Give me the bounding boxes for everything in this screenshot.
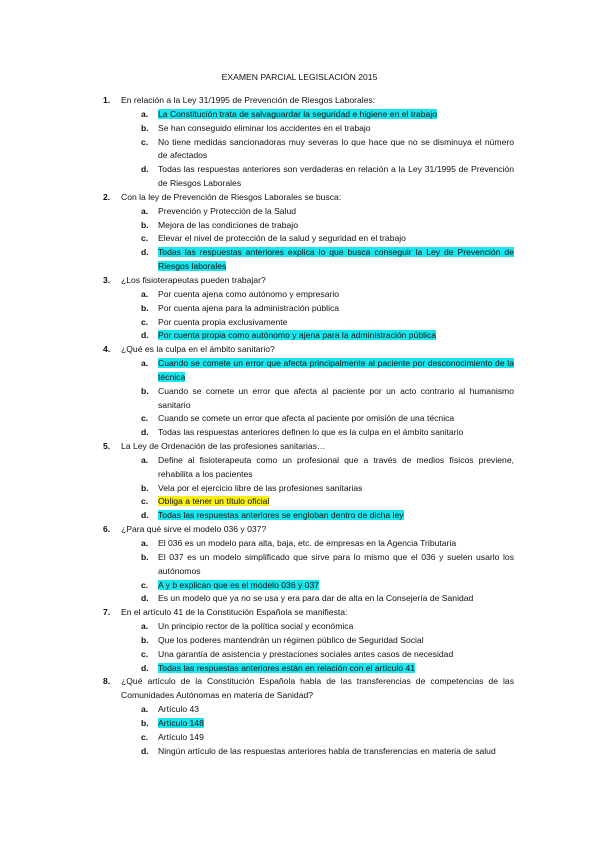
- option-text-block: [158, 122, 514, 136]
- question-item: [0, 343, 599, 440]
- option-text-block: [158, 219, 514, 233]
- option-text-block: [158, 163, 514, 191]
- question-number: 7.: [103, 607, 111, 618]
- option-text-block: [158, 592, 514, 606]
- question-list: [0, 94, 599, 759]
- option-text-block: [158, 634, 514, 648]
- page-title: EXAMEN PARCIAL LEGISLACIÓN 2015: [221, 72, 378, 82]
- option-text: Se han conseguido eliminar los accidentes en el trabajo: [158, 122, 371, 133]
- option-letter: c.: [141, 136, 149, 147]
- option-text: Todas las respuestas anteriores son verdaderas en relación a la Ley 31/1995 de Prevención de Riesgos Laborales: [158, 164, 514, 189]
- answer-option: [0, 426, 599, 440]
- question-item: [0, 606, 599, 675]
- option-text-block: [158, 648, 514, 662]
- answer-option: [0, 246, 599, 274]
- question-text: La Ley de Ordenación de las profesiones sanitarias…: [121, 441, 326, 452]
- option-text: Vela por el ejercicio libre de las profesiones sanitarias: [158, 482, 363, 493]
- answer-option: [0, 136, 599, 164]
- answer-option: [0, 219, 599, 233]
- option-text: Por cuenta ajena para la administración pública: [158, 302, 340, 313]
- option-list: [0, 205, 599, 274]
- option-list: [0, 703, 599, 758]
- answer-option: [0, 717, 599, 731]
- option-text-block: [158, 482, 514, 496]
- option-text: Un principio rector de la política social y económica: [158, 621, 354, 632]
- answer-option: [0, 509, 599, 523]
- question-number: 8.: [103, 676, 111, 687]
- option-text-block: [158, 108, 514, 122]
- question-number: 3.: [103, 274, 111, 285]
- answer-option: [0, 620, 599, 634]
- question-text: En relación a la Ley 31/1995 de Prevención de Riesgos Laborales:: [121, 95, 376, 105]
- question-number: 6.: [103, 524, 111, 535]
- answer-option: [0, 454, 599, 482]
- question-item: [0, 191, 599, 274]
- answer-option: [0, 731, 599, 745]
- option-letter: c.: [141, 496, 149, 507]
- answer-option: [0, 288, 599, 302]
- highlighted-answer-text: A y b explican que es el modelo 036 y 037: [158, 579, 320, 590]
- option-text: Es un modelo que ya no se usa y era para dar de alta en la Consejería de Sanidad: [158, 593, 474, 604]
- option-text-block: [158, 551, 514, 579]
- option-text: El 037 es un modelo simplificado que sirve para lo mismo que el 036 y suelen usarlo los autónomos: [158, 551, 514, 576]
- highlighted-answer-text: Artículo 148: [158, 717, 204, 728]
- option-letter: a.: [141, 288, 149, 299]
- option-text-block: [158, 385, 514, 413]
- option-text: Artículo 149: [158, 731, 204, 742]
- option-text-block: [158, 579, 514, 593]
- question-number: 5.: [103, 441, 111, 452]
- option-list: [0, 288, 599, 343]
- option-letter: a.: [141, 358, 149, 369]
- option-text-block: [158, 232, 514, 246]
- option-text-block: [158, 662, 514, 676]
- answer-option: [0, 302, 599, 316]
- answer-option: [0, 122, 599, 136]
- option-text: Que los poderes mantendrán un régimen público de Seguridad Social: [158, 634, 424, 645]
- option-text-block: [158, 412, 514, 426]
- option-text-block: [158, 717, 514, 731]
- option-list: [0, 357, 599, 440]
- option-text: Cuando se comete un error que afecta al paciente por omisión de una técnica: [158, 413, 455, 424]
- option-text: Elevar el nivel de protección de la salud y seguridad en el trabajo: [158, 233, 406, 244]
- option-letter: d.: [141, 247, 149, 258]
- option-letter: a.: [141, 108, 149, 119]
- option-list: [0, 620, 599, 675]
- option-list: [0, 537, 599, 606]
- option-letter: a.: [141, 205, 149, 216]
- question-text: Con la ley de Prevención de Riesgos Laborales se busca:: [121, 191, 342, 202]
- option-letter: d.: [141, 593, 149, 604]
- answer-option: [0, 108, 599, 122]
- option-letter: b.: [141, 219, 149, 230]
- option-text-block: [158, 302, 514, 316]
- option-text-block: [158, 620, 514, 634]
- question-number: 4.: [103, 344, 111, 355]
- option-text-block: [158, 509, 514, 523]
- question-text: ¿Los fisioterapeutas pueden trabajar?: [121, 274, 266, 285]
- question-number: 2.: [103, 191, 111, 202]
- answer-option: [0, 537, 599, 551]
- answer-option: [0, 357, 599, 385]
- answer-option: [0, 495, 599, 509]
- option-text-block: [158, 454, 514, 482]
- option-text-block: [158, 205, 514, 219]
- option-letter: b.: [141, 122, 149, 133]
- option-letter: a.: [141, 538, 149, 548]
- answer-option: [0, 551, 599, 579]
- option-text-block: [158, 537, 514, 551]
- option-text-block: [158, 745, 514, 759]
- option-letter: b.: [141, 634, 149, 645]
- question-text: ¿Qué artículo de la Constitución Española habla de las transferencias de competencias de las Comunidades Autónomas en materia de Sanidad?: [121, 676, 514, 701]
- option-letter: c.: [141, 579, 149, 590]
- option-text: Ningún artículo de las respuestas anteriores habla de transferencias en materia de salud: [158, 745, 496, 756]
- answer-option: [0, 163, 599, 191]
- option-letter: d.: [141, 427, 149, 438]
- option-letter: d.: [141, 745, 149, 756]
- question-item: [0, 94, 599, 191]
- answer-option: [0, 745, 599, 759]
- highlighted-answer-text: Todas las respuestas anteriores están en relación con el artículo 41: [158, 662, 416, 673]
- option-letter: d.: [141, 662, 149, 673]
- highlighted-answer-text: Cuando se comete un error que afecta principalmente al paciente por desconocimiento de la técnica: [158, 358, 514, 382]
- option-text: Artículo 43: [158, 704, 200, 715]
- option-letter: b.: [141, 551, 149, 562]
- answer-option: [0, 329, 599, 343]
- option-text-block: [158, 731, 514, 745]
- option-text-block: [158, 246, 514, 274]
- option-letter: c.: [141, 648, 149, 659]
- answer-option: [0, 205, 599, 219]
- option-text-block: [158, 136, 514, 164]
- highlighted-answer-text: Todas las respuestas anteriores explica lo que busca conseguir la Ley de Prevención de Riesgos laborales: [158, 247, 514, 272]
- option-letter: b.: [141, 482, 149, 493]
- question-text: ¿Qué es la culpa en el ámbito sanitario?: [121, 344, 275, 355]
- answer-option: [0, 385, 599, 413]
- option-letter: b.: [141, 385, 149, 396]
- highlighted-answer-text: La Constitución trata de salvaguardar la seguridad e higiene en el trabajo: [158, 108, 438, 119]
- option-letter: a.: [141, 454, 149, 465]
- answer-option: [0, 412, 599, 426]
- question-item: [0, 675, 599, 758]
- option-letter: a.: [141, 621, 149, 632]
- question-text: En el artículo 41 de la Constitución Española se manifiesta:: [121, 607, 348, 618]
- option-text-block: [158, 357, 514, 385]
- question-item: [0, 274, 599, 343]
- answer-option: [0, 316, 599, 330]
- highlighted-answer-text: Todas las respuestas anteriores se engloban dentro de dicha ley: [158, 510, 404, 521]
- option-letter: c.: [141, 413, 149, 424]
- option-text-block: [158, 426, 514, 440]
- option-letter: d.: [141, 164, 149, 175]
- option-letter: c.: [141, 731, 149, 742]
- option-text: Por cuenta ajena como autónomo y empresario: [158, 288, 340, 299]
- highlighted-answer-text: Por cuenta propia como autónomo y ajena para la administración pública: [158, 330, 437, 341]
- option-text: No tiene medidas sancionadoras muy severas lo que hace que no se disminuya el número de afectados: [158, 136, 514, 161]
- option-text: Prevención y Protección de la Salud: [158, 205, 297, 216]
- option-text: Todas las respuestas anteriores definen lo que es la culpa en el ámbito sanitario: [158, 427, 464, 438]
- option-list: [0, 108, 599, 191]
- option-text-block: [158, 703, 514, 717]
- answer-option: [0, 592, 599, 606]
- question-item: [0, 523, 599, 606]
- option-letter: a.: [141, 704, 149, 715]
- option-text: El 036 es un modelo para alta, baja, etc. de empresas en la Agencia Tributaria: [158, 538, 457, 548]
- option-letter: c.: [141, 316, 149, 327]
- option-text-block: [158, 288, 514, 302]
- option-text-block: [158, 329, 514, 343]
- option-letter: b.: [141, 717, 149, 728]
- highlighted-answer-text: Obliga a tener un título oficial: [158, 496, 270, 507]
- question-item: [0, 440, 599, 523]
- option-text: Mejora de las condiciones de trabajo: [158, 219, 298, 230]
- option-text: Por cuenta propia exclusivamente: [158, 316, 288, 327]
- answer-option: [0, 703, 599, 717]
- option-letter: d.: [141, 330, 149, 341]
- option-letter: c.: [141, 233, 149, 244]
- answer-option: [0, 648, 599, 662]
- option-text: Cuando se comete un error que afecta al paciente por un acto contrario al humanismo sanitario: [158, 385, 514, 410]
- answer-option: [0, 662, 599, 676]
- option-text: Define al fisioterapeuta como un profesional que a través de medios físicos previene, rehabilita a los pacientes: [158, 454, 514, 479]
- option-letter: d.: [141, 510, 149, 521]
- answer-option: [0, 232, 599, 246]
- option-letter: b.: [141, 302, 149, 313]
- option-text-block: [158, 495, 514, 509]
- question-text: ¿Para qué sirve el modelo 036 y 037?: [121, 524, 267, 535]
- option-text-block: [158, 316, 514, 330]
- answer-option: [0, 482, 599, 496]
- question-number: 1.: [103, 95, 111, 105]
- option-list: [0, 454, 599, 523]
- option-text: Una garantía de asistencia y prestaciones sociales antes casos de necesidad: [158, 648, 454, 659]
- answer-option: [0, 579, 599, 593]
- answer-option: [0, 634, 599, 648]
